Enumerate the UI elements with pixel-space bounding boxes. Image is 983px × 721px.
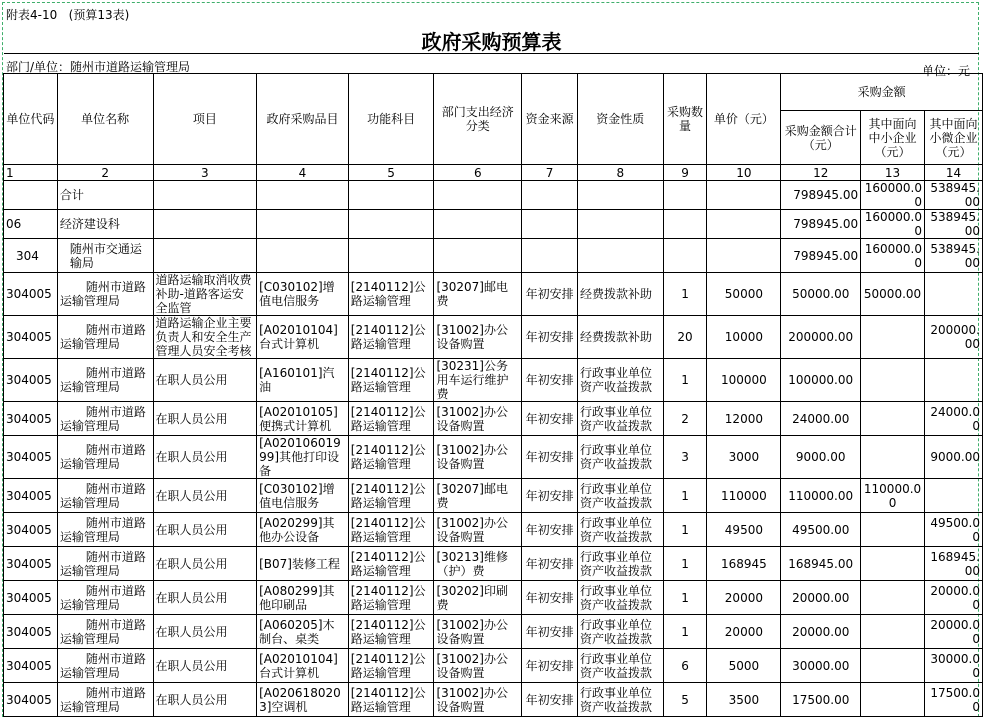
fund-nature-cell: 行政事业单位资产收益拨款 bbox=[577, 547, 663, 581]
micro-amount-cell: 538945.00 bbox=[924, 181, 982, 210]
unit-name-cell: 随州市道路运输管理局 bbox=[57, 649, 153, 683]
fund-nature-cell: 行政事业单位资产收益拨款 bbox=[577, 513, 663, 547]
empty-cell bbox=[707, 210, 781, 239]
unit-name-cell: 合计 bbox=[57, 181, 153, 210]
sme-amount-cell: 110000.00 bbox=[861, 479, 925, 513]
table-row bbox=[4, 581, 983, 615]
fund-nature-cell: 行政事业单位资产收益拨款 bbox=[577, 581, 663, 615]
sme-amount-cell bbox=[861, 615, 925, 649]
unit-code-cell: 304005 bbox=[4, 513, 58, 547]
table-row bbox=[4, 547, 983, 581]
sme-amount-cell: 50000.00 bbox=[861, 273, 925, 316]
unit-name-cell: 随州市道路运输管理局 bbox=[57, 513, 153, 547]
unit-price-cell: 100000 bbox=[707, 359, 781, 402]
header-qty: 采购数量 bbox=[663, 74, 707, 165]
header-unit-name: 单位名称 bbox=[57, 74, 153, 165]
unit-code-cell: 304005 bbox=[4, 547, 58, 581]
table-row bbox=[4, 273, 983, 316]
header-price: 单价（元） bbox=[707, 74, 781, 165]
expense-class-cell: [30207]邮电费 bbox=[434, 479, 522, 513]
unit-name-cell: 随州市道路运输管理局 bbox=[57, 359, 153, 402]
procurement-item-cell: [C030102]增值电信服务 bbox=[257, 479, 349, 513]
table-row bbox=[4, 615, 983, 649]
fund-nature-cell: 行政事业单位资产收益拨款 bbox=[577, 359, 663, 402]
fund-source-cell: 年初安排 bbox=[522, 402, 578, 436]
column-number-cell: 10 bbox=[707, 165, 781, 181]
function-subject-cell: [2140112]公路运输管理 bbox=[348, 513, 434, 547]
unit-name-cell: 随州市道路运输管理局 bbox=[57, 581, 153, 615]
summary-row bbox=[4, 239, 983, 273]
sme-amount-cell bbox=[861, 436, 925, 479]
table-row bbox=[4, 316, 983, 359]
function-subject-cell: [2140112]公路运输管理 bbox=[348, 359, 434, 402]
fund-nature-cell: 经费拨款补助 bbox=[577, 273, 663, 316]
total-amount-cell: 50000.00 bbox=[781, 273, 861, 316]
total-amount-cell: 110000.00 bbox=[781, 479, 861, 513]
table-row bbox=[4, 479, 983, 513]
expense-class-cell: [30231]公务用车运行维护费 bbox=[434, 359, 522, 402]
column-number-cell: 2 bbox=[57, 165, 153, 181]
table-row bbox=[4, 683, 983, 717]
micro-amount-cell bbox=[924, 479, 982, 513]
empty-cell bbox=[577, 210, 663, 239]
unit-code-cell: 304005 bbox=[4, 402, 58, 436]
project-cell: 在职人员公用 bbox=[153, 649, 257, 683]
expense-class-cell: [31002]办公设备购置 bbox=[434, 402, 522, 436]
empty-cell bbox=[348, 239, 434, 273]
column-number-cell: 14 bbox=[924, 165, 982, 181]
sme-amount-cell bbox=[861, 402, 925, 436]
header-unit-code: 单位代码 bbox=[4, 74, 58, 165]
total-amount-cell: 17500.00 bbox=[781, 683, 861, 717]
empty-cell bbox=[434, 181, 522, 210]
quantity-cell: 1 bbox=[663, 513, 707, 547]
project-cell: 在职人员公用 bbox=[153, 683, 257, 717]
fund-source-cell: 年初安排 bbox=[522, 649, 578, 683]
page-title: 政府采购预算表 bbox=[421, 30, 562, 54]
project-cell: 在职人员公用 bbox=[153, 581, 257, 615]
header-source: 资金来源 bbox=[522, 74, 578, 165]
empty-cell bbox=[153, 210, 257, 239]
empty-cell bbox=[577, 239, 663, 273]
expense-class-cell: [30202]印刷费 bbox=[434, 581, 522, 615]
table-row bbox=[4, 436, 983, 479]
column-number-cell: 8 bbox=[577, 165, 663, 181]
micro-amount-cell: 9000.00 bbox=[924, 436, 982, 479]
unit-price-cell: 110000 bbox=[707, 479, 781, 513]
table-row bbox=[4, 649, 983, 683]
header-amount-group: 采购金额 bbox=[781, 74, 983, 111]
empty-cell bbox=[522, 239, 578, 273]
unit-code-cell: 304005 bbox=[4, 273, 58, 316]
fund-nature-cell: 行政事业单位资产收益拨款 bbox=[577, 436, 663, 479]
micro-amount-cell bbox=[924, 359, 982, 402]
fund-source-cell: 年初安排 bbox=[522, 436, 578, 479]
function-subject-cell: [2140112]公路运输管理 bbox=[348, 402, 434, 436]
procurement-item-cell: [A020299]其他办公设备 bbox=[257, 513, 349, 547]
expense-class-cell: [31002]办公设备购置 bbox=[434, 683, 522, 717]
function-subject-cell: [2140112]公路运输管理 bbox=[348, 683, 434, 717]
micro-amount-cell: 17500.00 bbox=[924, 683, 982, 717]
unit-price-cell: 168945 bbox=[707, 547, 781, 581]
empty-cell bbox=[153, 239, 257, 273]
fund-source-cell: 年初安排 bbox=[522, 581, 578, 615]
procurement-item-cell: [A02010105]便携式计算机 bbox=[257, 402, 349, 436]
fund-source-cell: 年初安排 bbox=[522, 547, 578, 581]
sme-amount-cell: 160000.00 bbox=[861, 239, 925, 273]
unit-price-cell: 50000 bbox=[707, 273, 781, 316]
column-number-cell: 12 bbox=[781, 165, 861, 181]
summary-row bbox=[4, 210, 983, 239]
quantity-cell: 2 bbox=[663, 402, 707, 436]
unit-price-cell: 5000 bbox=[707, 649, 781, 683]
column-number-cell: 6 bbox=[434, 165, 522, 181]
column-number-cell: 1 bbox=[4, 165, 58, 181]
total-amount-cell: 30000.00 bbox=[781, 649, 861, 683]
unit-name-cell: 经济建设科 bbox=[57, 210, 153, 239]
total-amount-cell: 24000.00 bbox=[781, 402, 861, 436]
total-amount-cell: 49500.00 bbox=[781, 513, 861, 547]
project-cell: 在职人员公用 bbox=[153, 402, 257, 436]
total-amount-cell: 798945.00 bbox=[781, 181, 861, 210]
micro-amount-cell bbox=[924, 273, 982, 316]
empty-cell bbox=[707, 181, 781, 210]
sme-amount-cell bbox=[861, 683, 925, 717]
total-amount-cell: 100000.00 bbox=[781, 359, 861, 402]
header-nature: 资金性质 bbox=[577, 74, 663, 165]
header-sme: 其中面向中小企业（元） bbox=[861, 111, 925, 165]
total-amount-cell: 9000.00 bbox=[781, 436, 861, 479]
project-cell: 在职人员公用 bbox=[153, 615, 257, 649]
header-expense: 部门支出经济分类 bbox=[434, 74, 522, 165]
empty-cell bbox=[707, 239, 781, 273]
quantity-cell: 1 bbox=[663, 547, 707, 581]
fund-nature-cell: 行政事业单位资产收益拨款 bbox=[577, 649, 663, 683]
empty-cell bbox=[257, 239, 349, 273]
empty-cell bbox=[434, 239, 522, 273]
function-subject-cell: [2140112]公路运输管理 bbox=[348, 649, 434, 683]
quantity-cell: 1 bbox=[663, 479, 707, 513]
quantity-cell: 6 bbox=[663, 649, 707, 683]
unit-price-cell: 3000 bbox=[707, 436, 781, 479]
empty-cell bbox=[434, 210, 522, 239]
project-cell: 在职人员公用 bbox=[153, 359, 257, 402]
expense-class-cell: [31002]办公设备购置 bbox=[434, 649, 522, 683]
table-row bbox=[4, 359, 983, 402]
empty-cell bbox=[663, 210, 707, 239]
procurement-item-cell: [A060205]木制台、桌类 bbox=[257, 615, 349, 649]
header-micro: 其中面向小微企业（元） bbox=[924, 111, 982, 165]
column-number-row bbox=[4, 165, 983, 181]
function-subject-cell: [2140112]公路运输管理 bbox=[348, 436, 434, 479]
procurement-item-cell: [A080299]其他印刷品 bbox=[257, 581, 349, 615]
table-prefix: 附表4-10 (预算13表) bbox=[6, 8, 130, 22]
procurement-item-cell: [A02010104]台式计算机 bbox=[257, 316, 349, 359]
table-row bbox=[4, 513, 983, 547]
header-function: 功能科目 bbox=[348, 74, 434, 165]
empty-cell bbox=[257, 210, 349, 239]
column-number-cell: 13 bbox=[861, 165, 925, 181]
empty-cell bbox=[348, 210, 434, 239]
unit-code-cell: 304005 bbox=[4, 316, 58, 359]
micro-amount-cell: 49500.00 bbox=[924, 513, 982, 547]
procurement-item-cell: [A160101]汽油 bbox=[257, 359, 349, 402]
unit-code-cell: 304005 bbox=[4, 436, 58, 479]
sme-amount-cell bbox=[861, 316, 925, 359]
fund-source-cell: 年初安排 bbox=[522, 273, 578, 316]
summary-row bbox=[4, 181, 983, 210]
column-number-cell: 4 bbox=[257, 165, 349, 181]
fund-source-cell: 年初安排 bbox=[522, 683, 578, 717]
empty-cell bbox=[153, 181, 257, 210]
expense-class-cell: [31002]办公设备购置 bbox=[434, 436, 522, 479]
fund-nature-cell: 行政事业单位资产收益拨款 bbox=[577, 402, 663, 436]
project-cell: 在职人员公用 bbox=[153, 436, 257, 479]
fund-nature-cell: 行政事业单位资产收益拨款 bbox=[577, 615, 663, 649]
micro-amount-cell: 538945.00 bbox=[924, 210, 982, 239]
quantity-cell: 1 bbox=[663, 359, 707, 402]
column-number-cell: 3 bbox=[153, 165, 257, 181]
unit-code-cell: 304005 bbox=[4, 359, 58, 402]
project-cell: 道路运输取消收费补助-道路客运安全监管 bbox=[153, 273, 257, 316]
function-subject-cell: [2140112]公路运输管理 bbox=[348, 615, 434, 649]
unit-price-cell: 10000 bbox=[707, 316, 781, 359]
unit-code-cell: 06 bbox=[4, 210, 58, 239]
procurement-item-cell: [A0206180203]空调机 bbox=[257, 683, 349, 717]
unit-code-cell: 304005 bbox=[4, 615, 58, 649]
unit-name-cell: 随州市道路运输管理局 bbox=[57, 316, 153, 359]
unit-name-cell: 随州市道路运输管理局 bbox=[57, 683, 153, 717]
sme-amount-cell bbox=[861, 547, 925, 581]
quantity-cell: 20 bbox=[663, 316, 707, 359]
sme-amount-cell bbox=[861, 359, 925, 402]
unit-name-cell: 随州市道路运输管理局 bbox=[57, 436, 153, 479]
quantity-cell: 5 bbox=[663, 683, 707, 717]
fund-source-cell: 年初安排 bbox=[522, 513, 578, 547]
project-cell: 在职人员公用 bbox=[153, 513, 257, 547]
micro-amount-cell: 168945.00 bbox=[924, 547, 982, 581]
fund-source-cell: 年初安排 bbox=[522, 615, 578, 649]
unit-name-cell: 随州市道路运输管理局 bbox=[57, 547, 153, 581]
expense-class-cell: [30207]邮电费 bbox=[434, 273, 522, 316]
micro-amount-cell: 24000.00 bbox=[924, 402, 982, 436]
column-number-cell: 9 bbox=[663, 165, 707, 181]
unit-code-cell: 304005 bbox=[4, 649, 58, 683]
total-amount-cell: 168945.00 bbox=[781, 547, 861, 581]
micro-amount-cell: 200000.00 bbox=[924, 316, 982, 359]
unit-code-cell bbox=[4, 181, 58, 210]
empty-cell bbox=[348, 181, 434, 210]
currency-unit-label: 单位：元 bbox=[922, 64, 971, 78]
procurement-item-cell: [A02010104]台式计算机 bbox=[257, 649, 349, 683]
procurement-item-cell: [B07]装修工程 bbox=[257, 547, 349, 581]
unit-price-cell: 3500 bbox=[707, 683, 781, 717]
fund-source-cell: 年初安排 bbox=[522, 359, 578, 402]
expense-class-cell: [30213]维修（护）费 bbox=[434, 547, 522, 581]
column-number-cell: 7 bbox=[522, 165, 578, 181]
total-amount-cell: 20000.00 bbox=[781, 581, 861, 615]
unit-name-cell: 随州市道路运输管理局 bbox=[57, 273, 153, 316]
unit-code-cell: 304005 bbox=[4, 683, 58, 717]
expense-class-cell: [31002]办公设备购置 bbox=[434, 316, 522, 359]
fund-nature-cell: 行政事业单位资产收益拨款 bbox=[577, 683, 663, 717]
fund-source-cell: 年初安排 bbox=[522, 479, 578, 513]
department-label: 部门/单位：随州市道路运输管理局 bbox=[6, 60, 191, 74]
total-amount-cell: 798945.00 bbox=[781, 210, 861, 239]
function-subject-cell: [2140112]公路运输管理 bbox=[348, 581, 434, 615]
unit-price-cell: 49500 bbox=[707, 513, 781, 547]
unit-name-cell: 随州市道路运输管理局 bbox=[57, 402, 153, 436]
empty-cell bbox=[663, 181, 707, 210]
procurement-table bbox=[3, 73, 983, 717]
micro-amount-cell: 20000.00 bbox=[924, 615, 982, 649]
title-divider bbox=[4, 53, 979, 54]
quantity-cell: 1 bbox=[663, 581, 707, 615]
sme-amount-cell bbox=[861, 581, 925, 615]
unit-name-cell: 随州市交通运输局 bbox=[57, 239, 153, 273]
sme-amount-cell bbox=[861, 649, 925, 683]
unit-name-cell: 随州市道路运输管理局 bbox=[57, 615, 153, 649]
unit-price-cell: 20000 bbox=[707, 615, 781, 649]
sme-amount-cell bbox=[861, 513, 925, 547]
function-subject-cell: [2140112]公路运输管理 bbox=[348, 547, 434, 581]
empty-cell bbox=[522, 181, 578, 210]
project-cell: 在职人员公用 bbox=[153, 479, 257, 513]
table-row bbox=[4, 402, 983, 436]
fund-nature-cell: 行政事业单位资产收益拨款 bbox=[577, 479, 663, 513]
sme-amount-cell: 160000.00 bbox=[861, 210, 925, 239]
unit-price-cell: 12000 bbox=[707, 402, 781, 436]
total-amount-cell: 20000.00 bbox=[781, 615, 861, 649]
empty-cell bbox=[663, 239, 707, 273]
project-cell: 道路运输企业主要负责人和安全生产管理人员安全考核 bbox=[153, 316, 257, 359]
column-number-cell: 5 bbox=[348, 165, 434, 181]
header-project: 项目 bbox=[153, 74, 257, 165]
expense-class-cell: [31002]办公设备购置 bbox=[434, 615, 522, 649]
expense-class-cell: [31002]办公设备购置 bbox=[434, 513, 522, 547]
quantity-cell: 1 bbox=[663, 273, 707, 316]
empty-cell bbox=[257, 181, 349, 210]
function-subject-cell: [2140112]公路运输管理 bbox=[348, 316, 434, 359]
header-item: 政府采购品目 bbox=[257, 74, 349, 165]
unit-code-cell: 304 bbox=[4, 239, 58, 273]
micro-amount-cell: 30000.00 bbox=[924, 649, 982, 683]
fund-source-cell: 年初安排 bbox=[522, 316, 578, 359]
total-amount-cell: 200000.00 bbox=[781, 316, 861, 359]
sme-amount-cell: 160000.00 bbox=[861, 181, 925, 210]
fund-nature-cell: 经费拨款补助 bbox=[577, 316, 663, 359]
function-subject-cell: [2140112]公路运输管理 bbox=[348, 273, 434, 316]
procurement-item-cell: [A02010601999]其他打印设备 bbox=[257, 436, 349, 479]
unit-code-cell: 304005 bbox=[4, 479, 58, 513]
quantity-cell: 3 bbox=[663, 436, 707, 479]
quantity-cell: 1 bbox=[663, 615, 707, 649]
micro-amount-cell: 538945.00 bbox=[924, 239, 982, 273]
function-subject-cell: [2140112]公路运输管理 bbox=[348, 479, 434, 513]
empty-cell bbox=[522, 210, 578, 239]
micro-amount-cell: 20000.00 bbox=[924, 581, 982, 615]
procurement-item-cell: [C030102]增值电信服务 bbox=[257, 273, 349, 316]
total-amount-cell: 798945.00 bbox=[781, 239, 861, 273]
empty-cell bbox=[577, 181, 663, 210]
unit-name-cell: 随州市道路运输管理局 bbox=[57, 479, 153, 513]
header-total: 采购金额合计（元） bbox=[781, 111, 861, 165]
project-cell: 在职人员公用 bbox=[153, 547, 257, 581]
unit-price-cell: 20000 bbox=[707, 581, 781, 615]
unit-code-cell: 304005 bbox=[4, 581, 58, 615]
